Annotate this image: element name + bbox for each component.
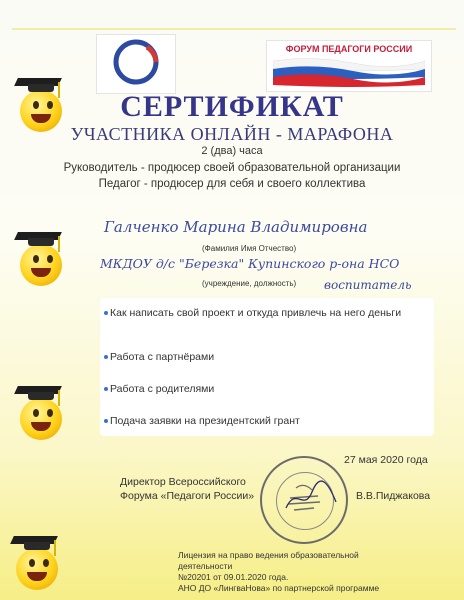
graduate-smiley-icon — [6, 530, 66, 594]
organization-caption: (учреждение, должность) — [202, 279, 297, 288]
topic-item: Как написать свой проект и откуда привлечь на него деньги — [110, 306, 420, 320]
top-border — [12, 28, 456, 30]
topic-item: Подача заявки на президентский грант — [110, 414, 420, 428]
signatory-title-2: Форума «Педагоги России» — [120, 490, 255, 502]
certificate-subtitle: УЧАСТНИКА ОНЛАЙН - МАРАФОНА — [70, 124, 394, 144]
bullet-icon — [104, 419, 108, 423]
signatory-name: В.В.Пиджакова — [356, 490, 431, 502]
name-caption: (Фамилия Имя Отчество) — [202, 244, 297, 253]
union-logo-emblem-icon — [97, 35, 175, 93]
bullet-icon — [104, 387, 108, 391]
footer-line: Лицензия на право ведения образовательной — [178, 550, 359, 560]
footer-line: деятельности — [178, 561, 233, 571]
forum-logo — [266, 40, 432, 92]
bullet-icon — [104, 355, 108, 359]
recipient-name: Галченко Марина Владимировна — [104, 218, 368, 236]
license-footer — [178, 550, 379, 594]
bullet-icon — [104, 311, 108, 315]
forum-logo-text: ФОРУМ ПЕДАГОГИ РОССИИ — [285, 44, 413, 54]
graduate-smiley-icon — [10, 72, 70, 136]
footer-line: АНО ДО «ЛингваНова» по партнерской программе — [178, 583, 380, 593]
recipient-position: воспитатель — [324, 278, 412, 292]
program-line-2: Педагог - продюсер для себя и своего коллектива — [98, 178, 366, 190]
graduate-smiley-icon — [10, 380, 70, 444]
footer-line: №20201 от 09.01.2020 года. — [178, 572, 289, 582]
recipient-organization: МКДОУ д/с "Березка" Купинского р-она НСО — [100, 256, 400, 271]
graduate-smiley-icon — [10, 226, 70, 290]
certificate-title: СЕРТИФИКАТ — [120, 90, 344, 123]
topic-item: Работа с родителями — [110, 382, 420, 396]
russian-flag-icon — [273, 57, 425, 89]
signatory-title-1: Директор Всероссийского — [120, 476, 246, 488]
program-line-1: Руководитель - продюсер своей образовательной организации — [63, 162, 401, 174]
certificate-date: 27 мая 2020 года — [344, 454, 428, 466]
topic-item: Работа с партнёрами — [110, 350, 420, 364]
union-logo — [96, 34, 176, 94]
signature-scribble-icon — [282, 478, 342, 518]
duration-text: 2 (два) часа — [201, 145, 263, 157]
